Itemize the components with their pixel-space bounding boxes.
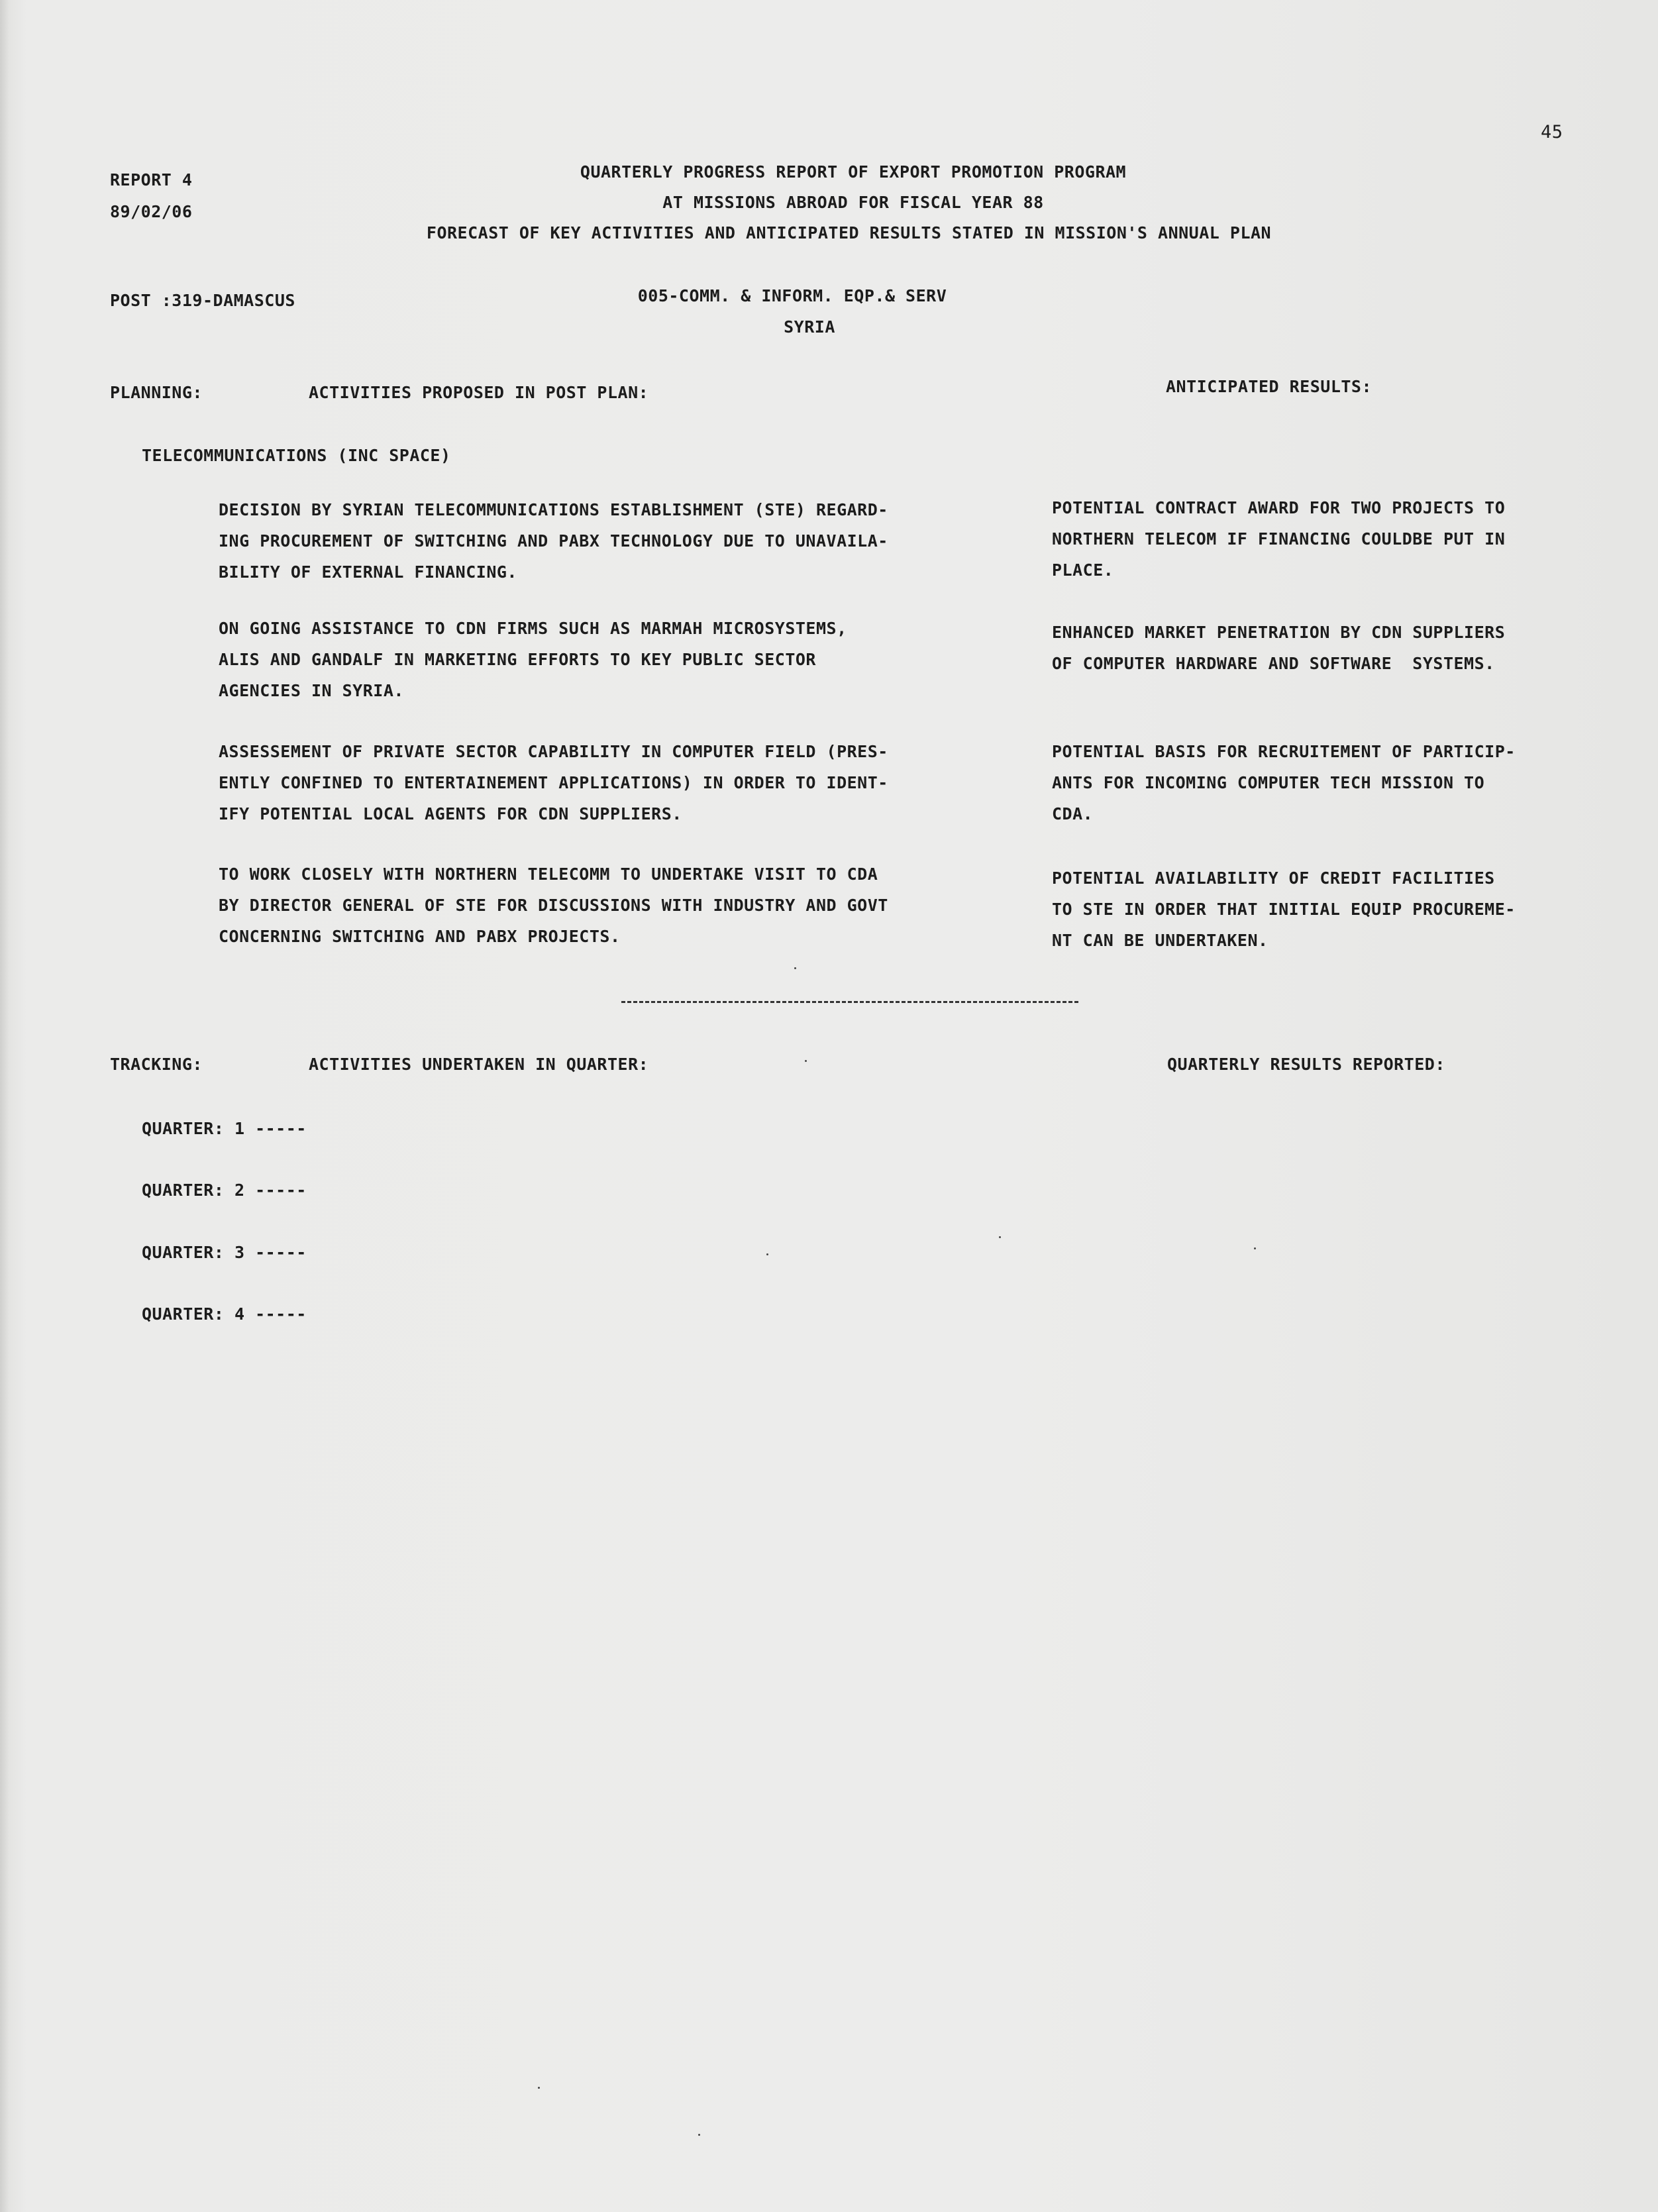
activity-line: ASSESSEMENT OF PRIVATE SECTOR CAPABILITY IN COMPUTER FIELD (PRES- [219, 742, 888, 761]
planned-activity [219, 859, 1033, 952]
section-divider [621, 1001, 1078, 1003]
activity-line: IFY POTENTIAL LOCAL AGENTS FOR CDN SUPPLIERS. [219, 804, 682, 823]
quarterly-results-heading: QUARTERLY RESULTS REPORTED: [1167, 1055, 1445, 1074]
result-line: TO STE IN ORDER THAT INITIAL EQUIP PROCUREME- [1052, 900, 1516, 919]
scan-speck [999, 1236, 1001, 1238]
result-line: ENHANCED MARKET PENETRATION BY CDN SUPPLIERS [1052, 623, 1506, 642]
result-line: OF COMPUTER HARDWARE AND SOFTWARE SYSTEMS. [1052, 654, 1495, 673]
result-line: ANTS FOR INCOMING COMPUTER TECH MISSION TO [1052, 773, 1485, 792]
activities-proposed-heading: ACTIVITIES PROPOSED IN POST PLAN: [309, 383, 649, 402]
anticipated-result [1052, 617, 1595, 679]
activity-line: AGENCIES IN SYRIA. [219, 681, 404, 700]
scan-speck [766, 1253, 768, 1255]
result-line: CDA. [1052, 804, 1094, 823]
quarter-entry: QUARTER: 1 ----- [142, 1119, 307, 1138]
result-line: PLACE. [1052, 560, 1114, 580]
scan-speck [538, 2087, 540, 2089]
activity-line: BY DIRECTOR GENERAL OF STE FOR DISCUSSIONS WITH INDUSTRY AND GOVT [219, 896, 888, 915]
sector-code: 005-COMM. & INFORM. EQP.& SERV [637, 286, 947, 305]
quarter-entry: QUARTER: 2 ----- [142, 1181, 307, 1200]
quarter-entry: QUARTER: 4 ----- [142, 1304, 307, 1324]
quarter-entry: QUARTER: 3 ----- [142, 1243, 307, 1262]
scan-speck [698, 2134, 700, 2136]
planned-activity [219, 494, 1033, 588]
result-line: POTENTIAL CONTRACT AWARD FOR TWO PROJECTS TO [1052, 498, 1506, 517]
activity-line: ING PROCUREMENT OF SWITCHING AND PABX TECHNOLOGY DUE TO UNAVAILA- [219, 531, 888, 551]
scan-speck [1254, 1247, 1256, 1249]
activity-line: TO WORK CLOSELY WITH NORTHERN TELECOMM TO UNDERTAKE VISIT TO CDA [219, 865, 878, 884]
activity-line: ON GOING ASSISTANCE TO CDN FIRMS SUCH AS MARMAH MICROSYSTEMS, [219, 619, 847, 638]
activities-undertaken-heading: ACTIVITIES UNDERTAKEN IN QUARTER: [309, 1055, 649, 1074]
result-line: POTENTIAL AVAILABILITY OF CREDIT FACILITIES [1052, 869, 1495, 888]
activity-line: DECISION BY SYRIAN TELECOMMUNICATIONS ESTABLISHMENT (STE) REGARD- [219, 500, 888, 519]
scan-speck [805, 1060, 807, 1062]
activity-line: CONCERNING SWITCHING AND PABX PROJECTS. [219, 927, 621, 946]
report-id: REPORT 4 [110, 170, 193, 189]
result-line: NT CAN BE UNDERTAKEN. [1052, 931, 1269, 950]
report-title-line: AT MISSIONS ABROAD FOR FISCAL YEAR 88 [662, 193, 1044, 212]
planned-activity [219, 613, 1033, 706]
result-line: POTENTIAL BASIS FOR RECRUITEMENT OF PARTICIP- [1052, 742, 1516, 761]
page-number: 45 [1541, 122, 1563, 142]
anticipated-result [1052, 492, 1595, 586]
anticipated-results-heading: ANTICIPATED RESULTS: [1166, 377, 1373, 396]
tracking-label: TRACKING: [110, 1055, 203, 1074]
anticipated-result [1052, 863, 1595, 956]
report-title-line: FORECAST OF KEY ACTIVITIES AND ANTICIPATED RESULTS STATED IN MISSION'S ANNUAL PLAN [426, 223, 1272, 242]
planned-activity [219, 736, 1033, 829]
planning-label: PLANNING: [110, 383, 203, 402]
activity-category: TELECOMMUNICATIONS (INC SPACE) [142, 446, 451, 465]
post-identifier: POST :319-DAMASCUS [110, 291, 295, 310]
anticipated-result [1052, 736, 1595, 829]
activity-line: BILITY OF EXTERNAL FINANCING. [219, 562, 517, 582]
activity-line: ENTLY CONFINED TO ENTERTAINEMENT APPLICATIONS) IN ORDER TO IDENT- [219, 773, 888, 792]
scan-speck [794, 967, 796, 969]
report-title-line: QUARTERLY PROGRESS REPORT OF EXPORT PROMOTION PROGRAM [580, 162, 1127, 182]
result-line: NORTHERN TELECOM IF FINANCING COULDBE PUT IN [1052, 529, 1506, 549]
country-name: SYRIA [784, 317, 835, 337]
report-date: 89/02/06 [110, 202, 193, 221]
activity-line: ALIS AND GANDALF IN MARKETING EFFORTS TO KEY PUBLIC SECTOR [219, 650, 816, 669]
